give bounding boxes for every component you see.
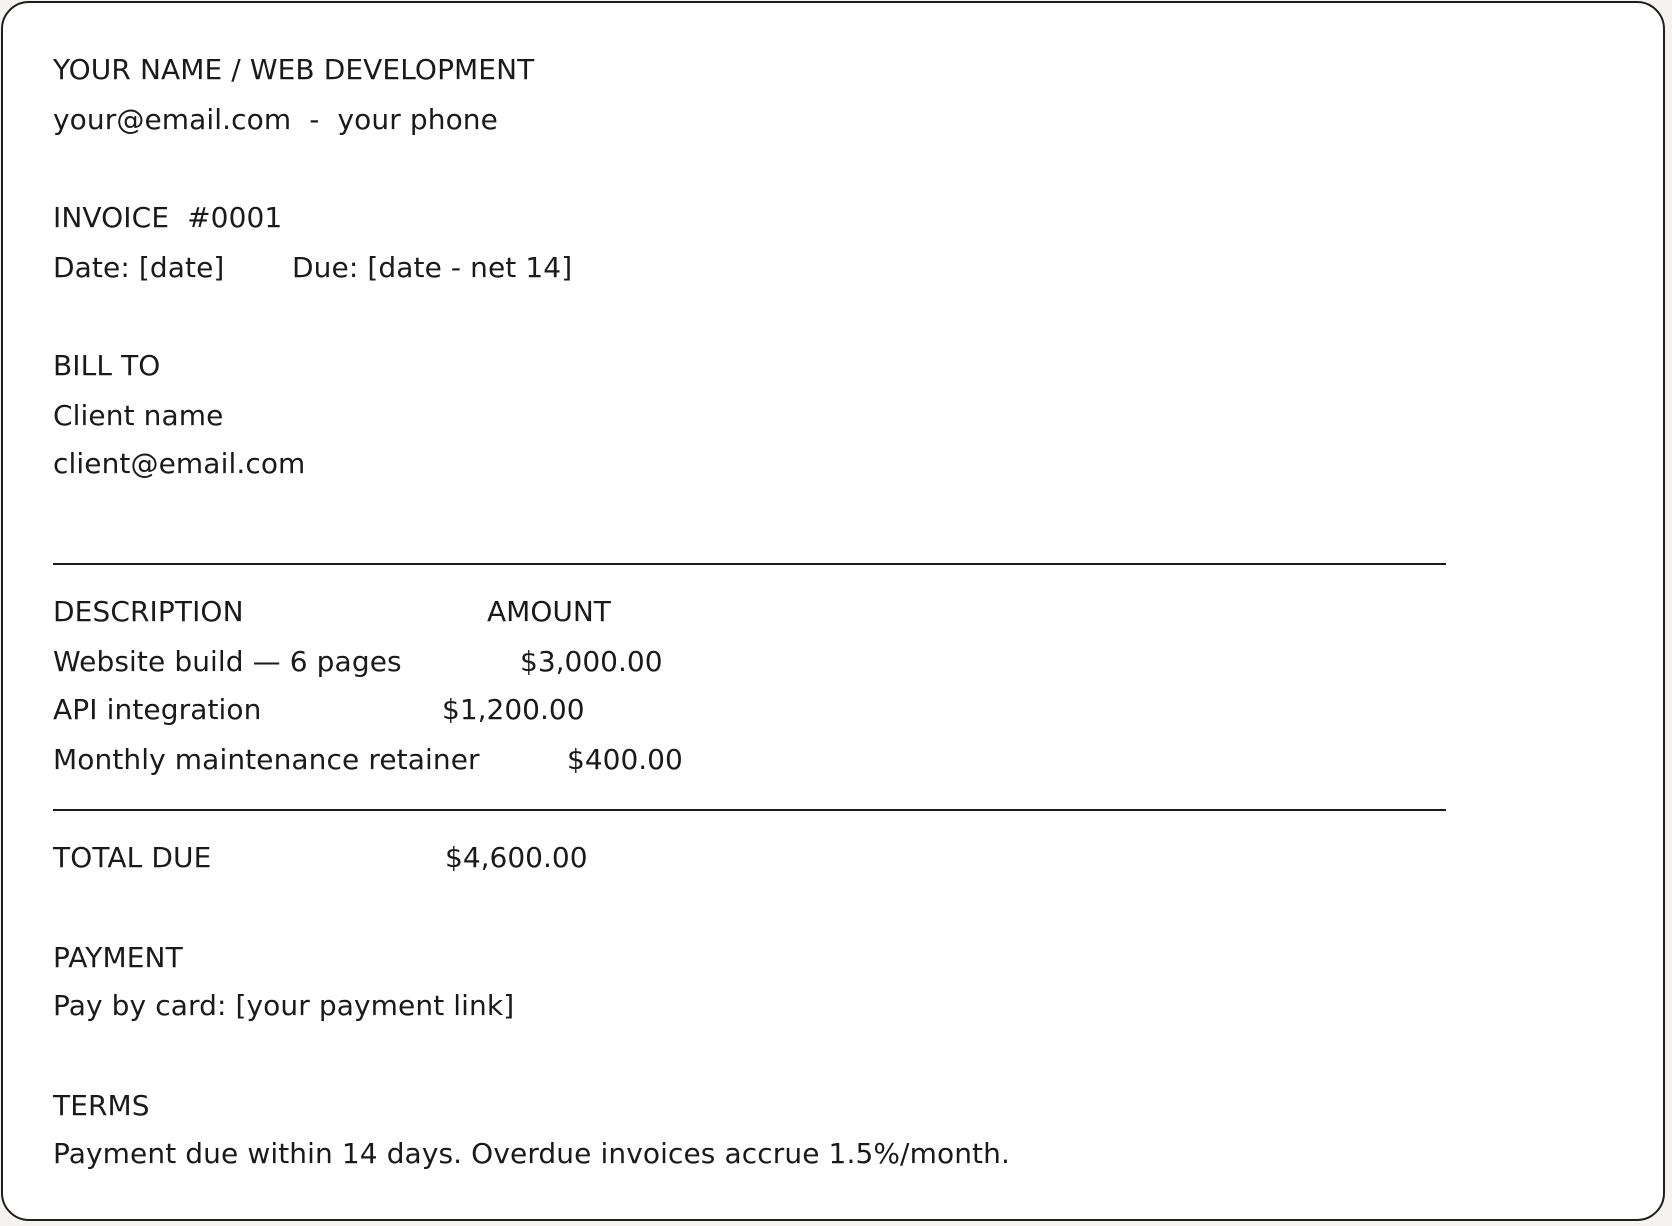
line-item-description: API integration [53,693,262,726]
sender-contact: your@email.com - your phone [53,103,498,136]
total-due-amount: $4,600.00 [445,841,588,874]
table-bottom-divider [53,809,1446,811]
invoice-date: Date: [date] [53,251,225,284]
invoice-due-date: Due: [date - net 14] [292,251,573,284]
line-item-description: Monthly maintenance retainer [53,743,480,776]
column-header-description: DESCRIPTION [53,595,244,628]
table-top-divider [53,563,1446,565]
terms-heading: TERMS [53,1089,150,1122]
invoice-number: INVOICE #0001 [53,201,283,234]
total-due-label: TOTAL DUE [53,841,212,874]
client-name: Client name [53,399,224,432]
payment-instructions: Pay by card: [your payment link] [53,989,515,1022]
client-email: client@email.com [53,447,306,480]
line-item-amount: $1,200.00 [442,693,585,726]
sender-name: YOUR NAME / WEB DEVELOPMENT [53,53,535,86]
line-item-amount: $3,000.00 [520,645,663,678]
column-header-amount: AMOUNT [487,595,611,628]
invoice-document [1,1,1665,1221]
payment-heading: PAYMENT [53,941,183,974]
line-item-amount: $400.00 [567,743,683,776]
bill-to-heading: BILL TO [53,349,161,382]
terms-text: Payment due within 14 days. Overdue invoices accrue 1.5%/month. [53,1137,1010,1170]
line-item-description: Website build — 6 pages [53,645,402,678]
